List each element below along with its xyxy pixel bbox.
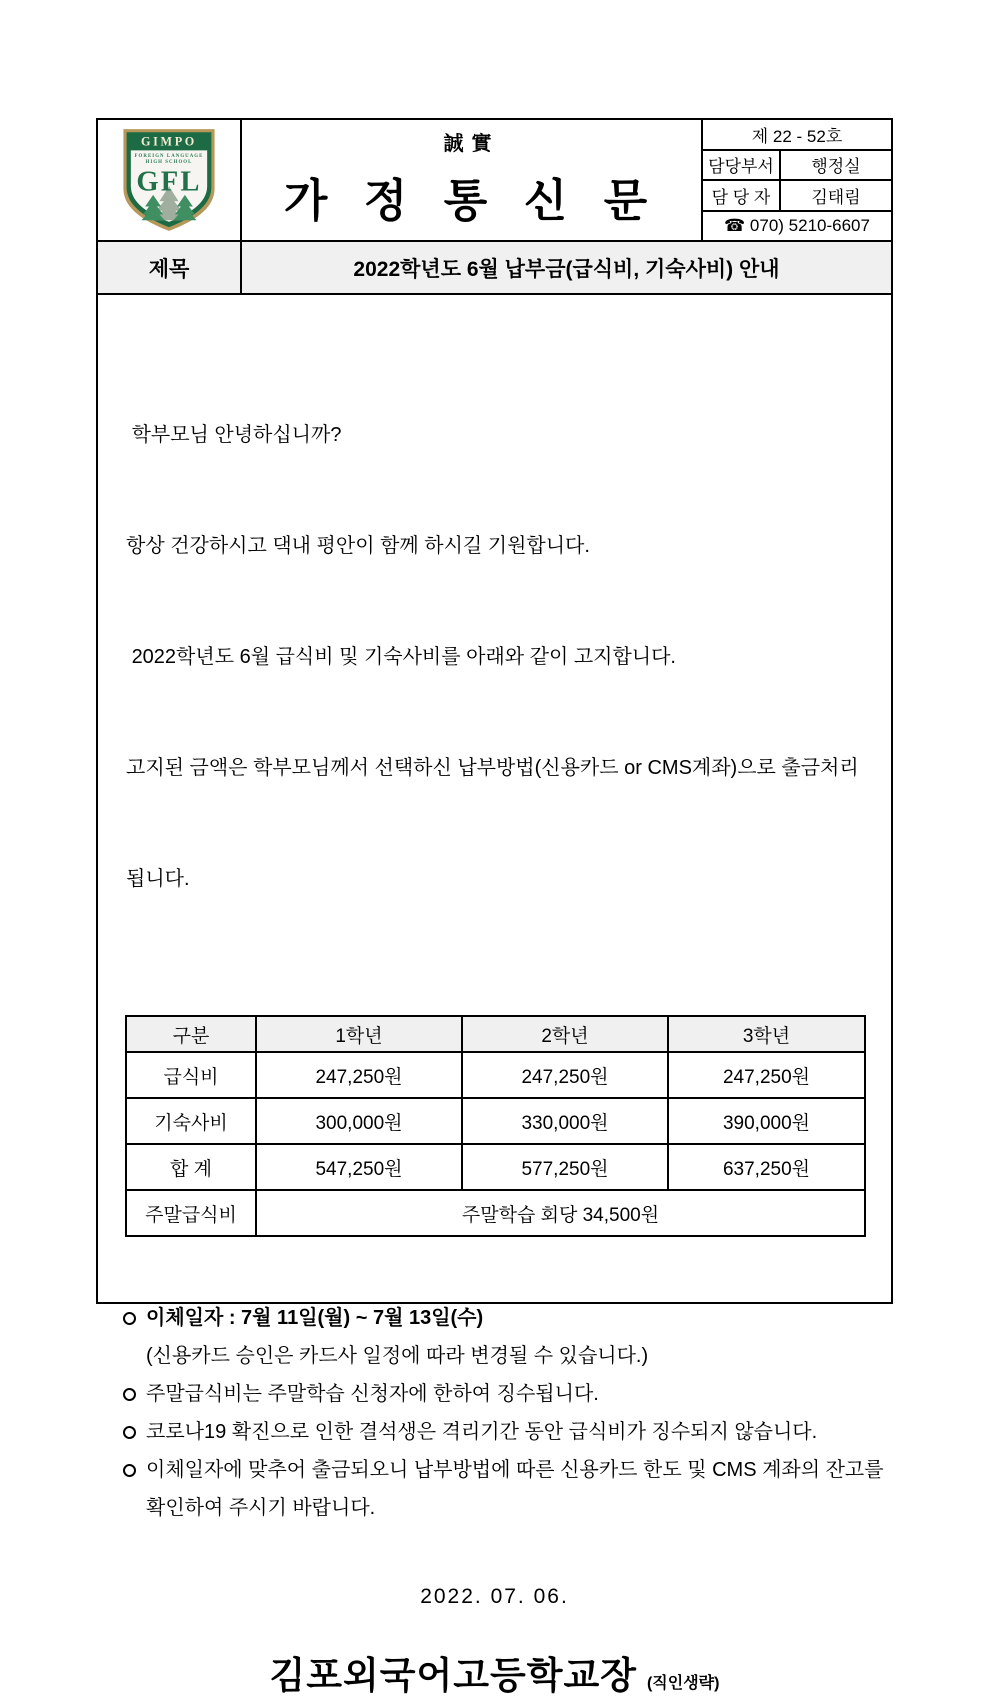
dept-label: 담당부서	[703, 151, 781, 180]
logo-school-name: GIMPO	[141, 134, 197, 149]
cell-value: 637,250원	[668, 1144, 865, 1190]
document-header	[98, 120, 891, 242]
header-category: 구분	[126, 1016, 256, 1052]
subject-value: 2022학년도 6월 납부금(급식비, 기숙사비) 안내	[353, 257, 780, 281]
dept-value: 행정실	[811, 157, 861, 177]
doc-number: 제 22 - 52호	[703, 120, 891, 151]
body-line: 고지된 금액은 학부모님께서 선택하신 납부방법(신용카드 or CMS계좌)으로 출금처리	[126, 757, 859, 779]
cell-value: 577,250원	[462, 1144, 668, 1190]
issue-date: 2022. 07. 06.	[420, 1585, 569, 1608]
document-info-table	[701, 120, 891, 240]
cell-value: 247,250원	[256, 1052, 462, 1098]
list-item	[123, 1413, 869, 1451]
header-grade3: 3학년	[668, 1016, 865, 1052]
bullet-icon	[123, 1388, 136, 1401]
note-text: 이체일자에 맞추어 출금되오니 납부방법에 따른 신용카드 한도 및 CMS 계좌의 잔고를	[146, 1459, 884, 1481]
logo-subtitle-2: HIGH SCHOOL	[145, 160, 193, 166]
fee-table-header-row	[126, 1016, 865, 1052]
table-row-total	[126, 1144, 865, 1190]
note-sub-text: (신용카드 승인은 카드사 일정에 따라 변경될 수 있습니다.)	[146, 1345, 649, 1367]
header-grade2: 2학년	[462, 1016, 668, 1052]
cell-value: 247,250원	[462, 1052, 668, 1098]
seal-omitted-note: (직인생략)	[646, 1675, 720, 1692]
body-line: 됩니다.	[126, 868, 190, 890]
logo-initials: GFL	[136, 165, 202, 198]
body-line: 항상 건강하시고 댁내 평안이 함께 하시길 기원합니다.	[126, 535, 590, 557]
table-row-dorm	[126, 1098, 865, 1144]
cell-value: 547,250원	[256, 1144, 462, 1190]
page-title: 가 정 통 신 문	[283, 175, 660, 226]
body-line: 2022학년도 6월 급식비 및 기숙사비를 아래와 같이 고지합니다.	[126, 646, 676, 668]
dept-row	[703, 151, 891, 182]
row-label: 합 계	[126, 1144, 256, 1190]
bullet-icon	[123, 1312, 136, 1325]
row-label: 급식비	[126, 1052, 256, 1098]
note-sub-text: 확인하여 주시기 바랍니다.	[146, 1497, 376, 1519]
cell-value: 330,000원	[462, 1098, 668, 1144]
cell-value: 300,000원	[256, 1098, 462, 1144]
cell-value: 주말학습 회당 34,500원	[256, 1190, 865, 1236]
logo-subtitle-1: FOREIGN LANGUAGE	[134, 154, 204, 160]
list-item	[123, 1299, 869, 1337]
school-logo-cell	[98, 120, 242, 240]
school-crest-icon	[119, 127, 219, 233]
list-item	[123, 1451, 884, 1489]
cell-value: 390,000원	[668, 1098, 865, 1144]
phone-number: ☎ 070) 5210-6607	[724, 215, 870, 235]
title-cell	[242, 120, 701, 240]
subject-label: 제목	[98, 242, 242, 293]
signature-block	[98, 1645, 891, 1699]
body-line: 학부모님 안녕하십니까?	[126, 424, 342, 446]
list-item-sub	[123, 1489, 869, 1527]
fee-table	[125, 1015, 866, 1237]
cell-value: 247,250원	[668, 1052, 865, 1098]
note-text: 주말급식비는 주말학습 신청자에 한하여 징수됩니다.	[146, 1383, 599, 1405]
bullet-icon	[123, 1464, 136, 1477]
table-row-meal	[126, 1052, 865, 1098]
school-motto: 誠實	[443, 133, 500, 155]
row-label: 기숙사비	[126, 1098, 256, 1144]
subject-row	[98, 242, 891, 295]
table-row-weekend	[126, 1190, 865, 1236]
list-item	[123, 1375, 869, 1413]
document-body	[98, 295, 891, 1699]
header-grade1: 1학년	[256, 1016, 462, 1052]
bullet-icon	[123, 1426, 136, 1439]
signature-principal: 김포외국어고등학교장	[269, 1655, 637, 1696]
greeting-paragraph	[126, 343, 865, 972]
document-frame	[96, 118, 893, 1696]
notes-list	[123, 1299, 884, 1527]
manager-value: 김태림	[811, 187, 861, 207]
manager-label: 담 당 자	[703, 181, 781, 210]
row-label: 주말급식비	[126, 1190, 256, 1236]
note-text: 코로나19 확진으로 인한 결석생은 격리기간 동안 급식비가 징수되지 않습니다.	[146, 1421, 818, 1443]
note-text: 이체일자 : 7월 11일(월) ~ 7월 13일(수)	[146, 1307, 484, 1329]
manager-row	[703, 181, 891, 212]
list-item-sub	[123, 1337, 869, 1375]
